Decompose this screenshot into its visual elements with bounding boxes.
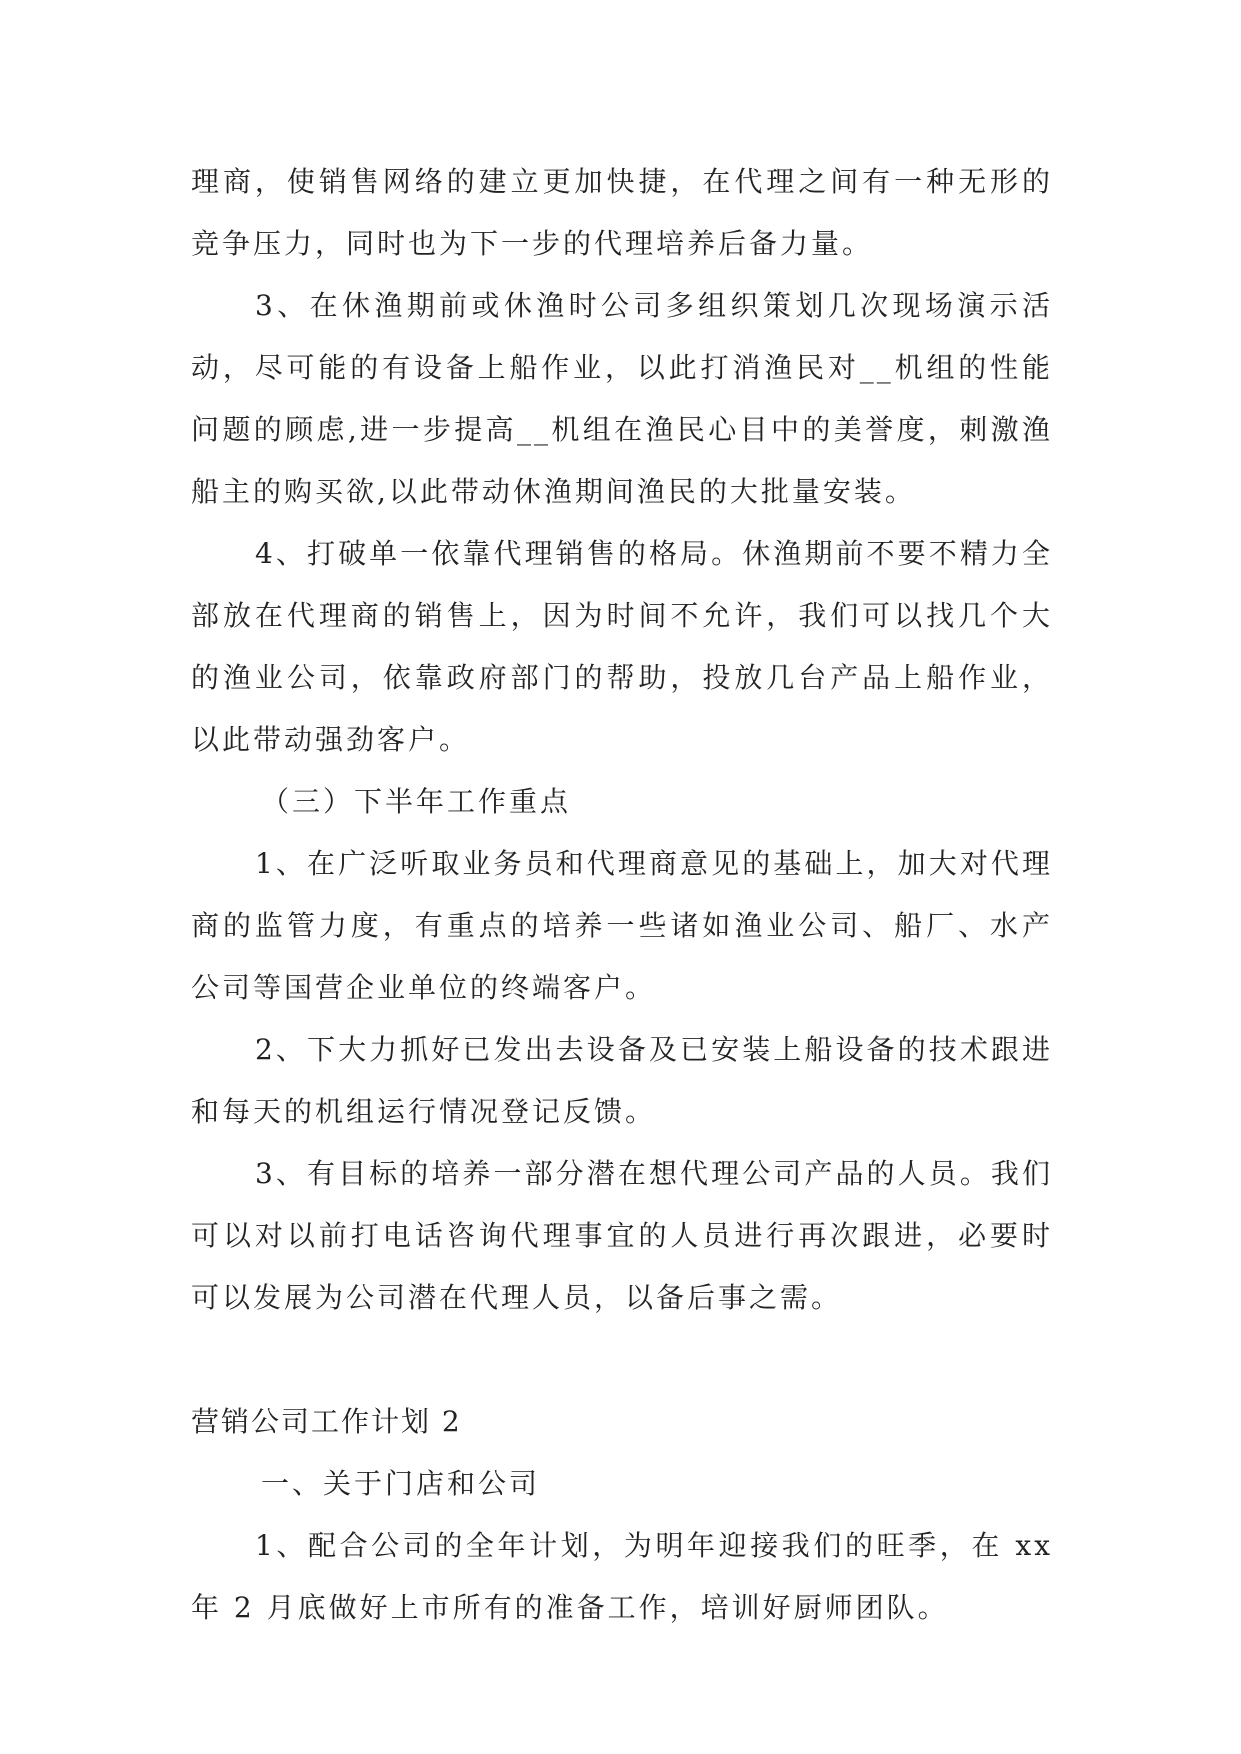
plan-2-item-1: 1、配合公司的全年计划，为明年迎接我们的旺季，在 xx 年 2 月底做好上市所有的准备工作，培训好厨师团队。 [191,1529,1053,1624]
plan-2-title: 营销公司工作计划 2 [191,1405,462,1438]
second-half-item-2: 2、下大力抓好已发出去设备及已安装上船设备的技术跟进和每天的机组运行情况登记反馈。 [191,1033,1053,1128]
plan-2-section-heading: 一、关于门店和公司 [261,1467,541,1500]
section-gap [191,1329,1053,1391]
second-half-item-1: 1、在广泛听取业务员和代理商意见的基础上，加大对代理商的监管力度，有重点的培养一些诸如渔业公司、船厂、水产公司等国营企业单位的终端客户。 [191,847,1053,1004]
document-page [191,151,1053,1639]
second-half-item-3: 3、有目标的培养一部分潜在想代理公司产品的人员。我们可以对以前打电话咨询代理事宜的人员进行再次跟进，必要时可以发展为公司潜在代理人员，以备后事之需。 [191,1157,1053,1314]
section-heading: （三）下半年工作重点 [261,785,572,818]
continuation-paragraph: 理商，使销售网络的建立更加快捷，在代理之间有一种无形的竞争压力，同时也为下一步的代理培养后备力量。 [191,165,1053,260]
item-4-paragraph: 4、打破单一依靠代理销售的格局。休渔期前不要不精力全部放在代理商的销售上，因为时间不允许，我们可以找几个大的渔业公司，依靠政府部门的帮助，投放几台产品上船作业，以此带动强劲客户。 [191,537,1053,756]
item-3-paragraph: 3、在休渔期前或休渔时公司多组织策划几次现场演示活动，尽可能的有设备上船作业，以此打消渔民对__机组的性能问题的顾虑,进一步提高__机组在渔民心目中的美誉度，刺激渔船主的购买欲,以此带动休渔期间渔民的大批量安装。 [191,289,1053,508]
